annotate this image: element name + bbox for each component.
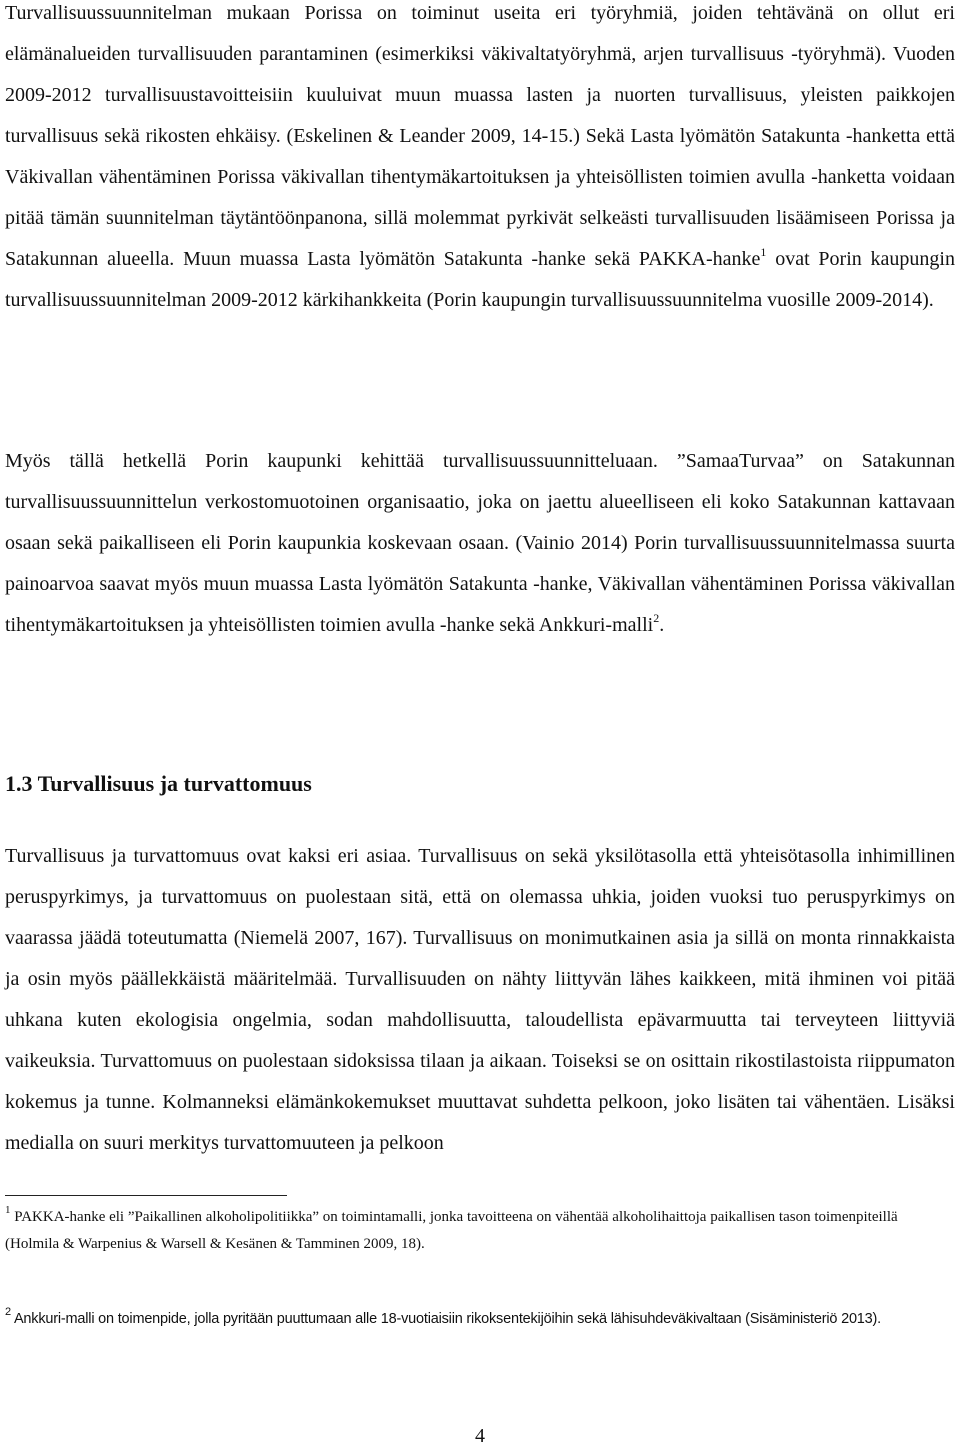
page-number: 4	[475, 1425, 485, 1447]
footnote-divider	[5, 1195, 287, 1196]
footnote-ref-1: 1	[760, 245, 767, 259]
paragraph-1-text-a: Turvallisuussuunnitelman mukaan Porissa on toiminut useita eri työryhmiä, joiden tehtävänä on ollut eri elämänalueiden turvallisuuden parantaminen (esimerkiksi väkivaltatyöryhmä, arjen turvallisuus -työryhmä). Vuoden 2009-2012 turvallisuustavoitteisiin kuuluivat muun muassa lasten ja nuorten turvallisuus, yleisten paikkojen turvallisuus sekä rikosten ehkäisy. (Eskelinen & Leander 2009, 14-15.) Sekä Lasta lyömätön Satakunta -hanketta että Väkivallan vähentäminen Porissa väkivallan tihentymäkartoituksen ja yhteisöllisten toimien avulla -hanketta voidaan pitää tämän suunnitelman täytäntöönpanona, sillä molemmat pyrkivät selkeästi turvallisuuden lisäämiseen Porissa ja Satakunnan alueella. Muun muassa Lasta lyömätön Satakunta -hanke sekä PAKKA-hanke	[5, 2, 955, 270]
section-heading: 1.3 Turvallisuus ja turvattomuus	[5, 771, 312, 796]
body-paragraph-3: Turvallisuus ja turvattomuus ovat kaksi eri asiaa. Turvallisuus on sekä yksilötasolla että yhteisötasolla inhimillinen peruspyrkimys, ja turvattomuus on puolestaan sitä, että on olemassa uhkia, joiden vuoksi tuo peruspyrkimys on vaarassa jäädä toteutumatta (Niemelä 2007, 167). Turvallisuus on monimutkainen asia ja sillä on monta rinnakkaista ja osin myös päällekkäistä määritelmää. Turvallisuuden on nähty liittyvän lähes kaikkeen, mitä ihminen voi pitää uhkana kuten ekologisia ongelmia, sodan mahdollisuutta, taloudellista epävarmuutta tai terveyteen liittyviä vaikeuksia. Turvattomuus on puolestaan sidoksissa tilaan ja aikaan. Toiseksi se on osittain rikostilastoista riippumaton kokemus ja tunne. Kolmanneksi elämänkokemukset muuttavat suhdetta pelkoon, joko lisäten tai vähentäen. Lisäksi medialla on suuri merkitys turvattomuuteen ja pelkoon	[5, 845, 955, 1154]
paragraph-2-text-a: Myös tällä hetkellä Porin kaupunki kehittää turvallisuussuunnitteluaan. ”SamaaTurvaa” on Satakunnan turvallisuussuunnittelun verkostomuotoinen organisaatio, joka on jaettu alueelliseen eli koko Satakunnan kattavaan osaan sekä paikalliseen eli Porin kaupunkia koskevaan osaan. (Vainio 2014) Porin turvallisuussuunnitelmassa suurta painoarvoa saavat myös muun muassa Lasta lyömätön Satakunta -hanke, Väkivallan vähentäminen Porissa väkivallan tihentymäkartoituksen ja yhteisöllisten toimien avulla -hanke sekä Ankkuri-malli	[5, 450, 955, 636]
footnote-1	[5, 1204, 950, 1258]
paragraph-2-text-b: .	[659, 614, 665, 636]
footnote-1-text: PAKKA-hanke eli ”Paikallinen alkoholipolitiikka” on toimintamalli, jonka tavoitteena on vähentää alkoholihaittoja paikallisen tason toimenpiteillä (Holmila & Warpenius & Warsell & Kesänen & Tamminen 2009, 18).	[5, 1209, 898, 1252]
footnote-2-text: Ankkuri-malli on toimenpide, jolla pyritään puuttumaan alle 18-vuotiaisiin rikoksentekijöihin sekä lähisuhdeväkivaltaan (Sisäministeriö 2013).	[13, 1311, 881, 1327]
footnote-2	[5, 1306, 950, 1333]
paragraph-1-text-b: ovat Porin kaupungin turvallisuussuunnitelman 2009-2012 kärkihankkeita (Porin kaupungin turvallisuussuunnitelma vuosille 2009-2014).	[5, 248, 955, 311]
footnote-2-marker: 2	[5, 1306, 11, 1318]
footnote-ref-2: 2	[653, 611, 660, 625]
body-paragraph-2	[5, 441, 955, 646]
body-paragraph-1	[5, 0, 955, 321]
footnote-1-marker: 1	[5, 1204, 11, 1216]
